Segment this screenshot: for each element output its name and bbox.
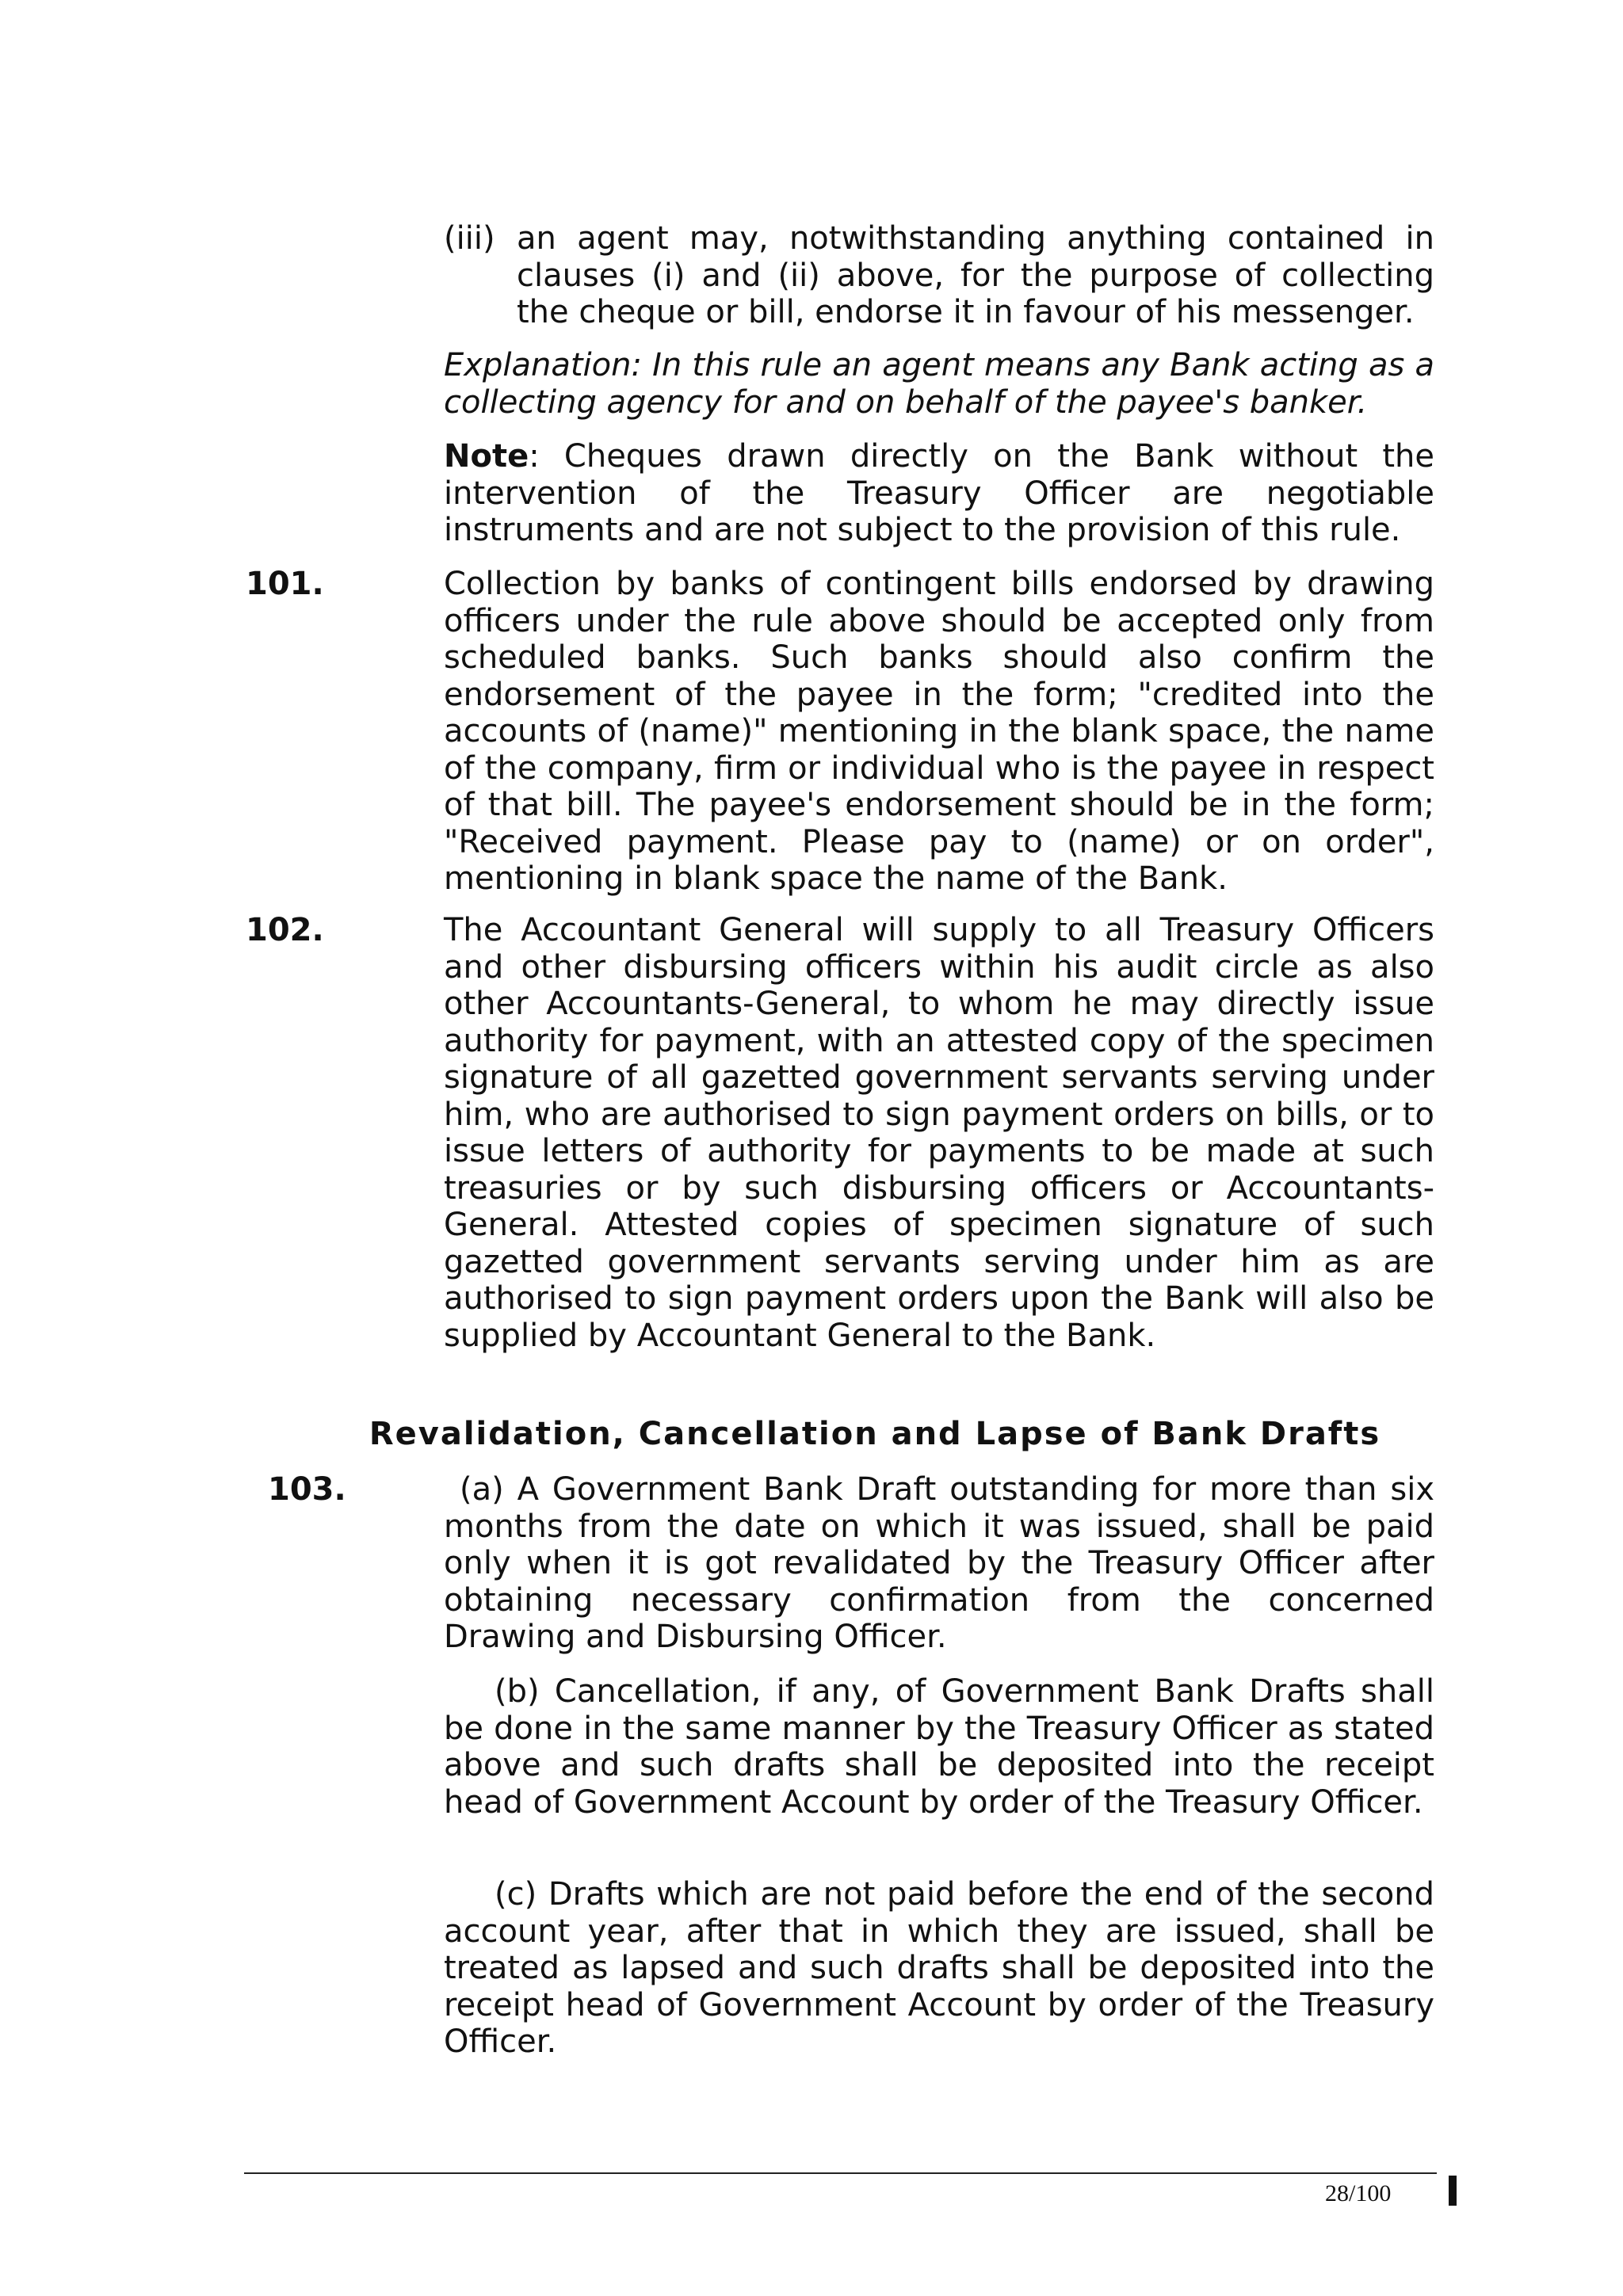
rule-103-para-a: (a) A Government Bank Draft outstanding for more than six months from the date on which it was issued, shall be paid only when it is got revalidated by the Treasury Officer after obtaining necessary confirmation from the concerned Drawing and Disbursing Officer. bbox=[444, 1471, 1434, 1655]
note-text: : Cheques drawn directly on the Bank without the intervention of the Treasury Officer are negotiable instruments and are not subject to the provision of this rule. bbox=[444, 438, 1434, 548]
page-number: 28/100 bbox=[1325, 2180, 1392, 2206]
rule-103-para-c: (c) Drafts which are not paid before the end of the second account year, after that in which they are issued, shall be treated as lapsed and such drafts shall be deposited into the receipt head of Government Account by order of the Treasury Officer. bbox=[444, 1876, 1434, 2060]
footer-bar-mark bbox=[1449, 2176, 1457, 2206]
rule-101-number: 101. bbox=[246, 566, 324, 602]
clause-iii bbox=[444, 220, 1434, 331]
clause-iii-text: an agent may, notwithstanding anything contained in clauses (i) and (ii) above, for the purpose of collecting the cheque or bill, endorse it in favour of his messenger. bbox=[517, 220, 1434, 330]
footer-divider bbox=[244, 2172, 1437, 2174]
rule-102-number: 102. bbox=[246, 912, 324, 948]
section-heading: Revalidation, Cancellation and Lapse of Bank Drafts bbox=[369, 1416, 1381, 1452]
note-label: Note bbox=[444, 438, 529, 475]
explanation-text: Explanation: In this rule an agent means any Bank acting as a collecting agency for and on behalf of the payee's banker. bbox=[444, 347, 1434, 421]
rule-103-para-b: (b) Cancellation, if any, of Government Bank Drafts shall be done in the same manner by the Treasury Officer as stated above and such drafts shall be deposited into the receipt head of Government Account by order of the Treasury Officer. bbox=[444, 1673, 1434, 1821]
clause-iii-label: (iii) bbox=[444, 220, 495, 257]
note-paragraph bbox=[444, 438, 1434, 549]
rule-101-text: Collection by banks of contingent bills endorsed by drawing officers under the rule above should be accepted only from scheduled banks. Such banks should also confirm the endorsement of the payee in the form; "credited into the accounts of (name)" mentioning in the blank space, the name of the company, firm or individual who is the payee in respect of that bill. The payee's endorsement should be in the form; "Received payment. Please pay to (name) or on order", mentioning in blank space the name of the Bank. bbox=[444, 566, 1434, 897]
rule-103-number: 103. bbox=[268, 1471, 346, 1508]
rule-102-text: The Accountant General will supply to all Treasury Officers and other disbursing officers within his audit circle as also other Accountants-General, to whom he may directly issue authority for payment, with an attested copy of the specimen signature of all gazetted government servants serving under him, who are authorised to sign payment orders on bills, or to issue letters of authority for payments to be made at such treasuries or by such disbursing officers or Accountants-General. Attested copies of specimen signature of such gazetted government servants serving under him as are authorised to sign payment orders upon the Bank will also be supplied by Accountant General to the Bank. bbox=[444, 912, 1434, 1354]
